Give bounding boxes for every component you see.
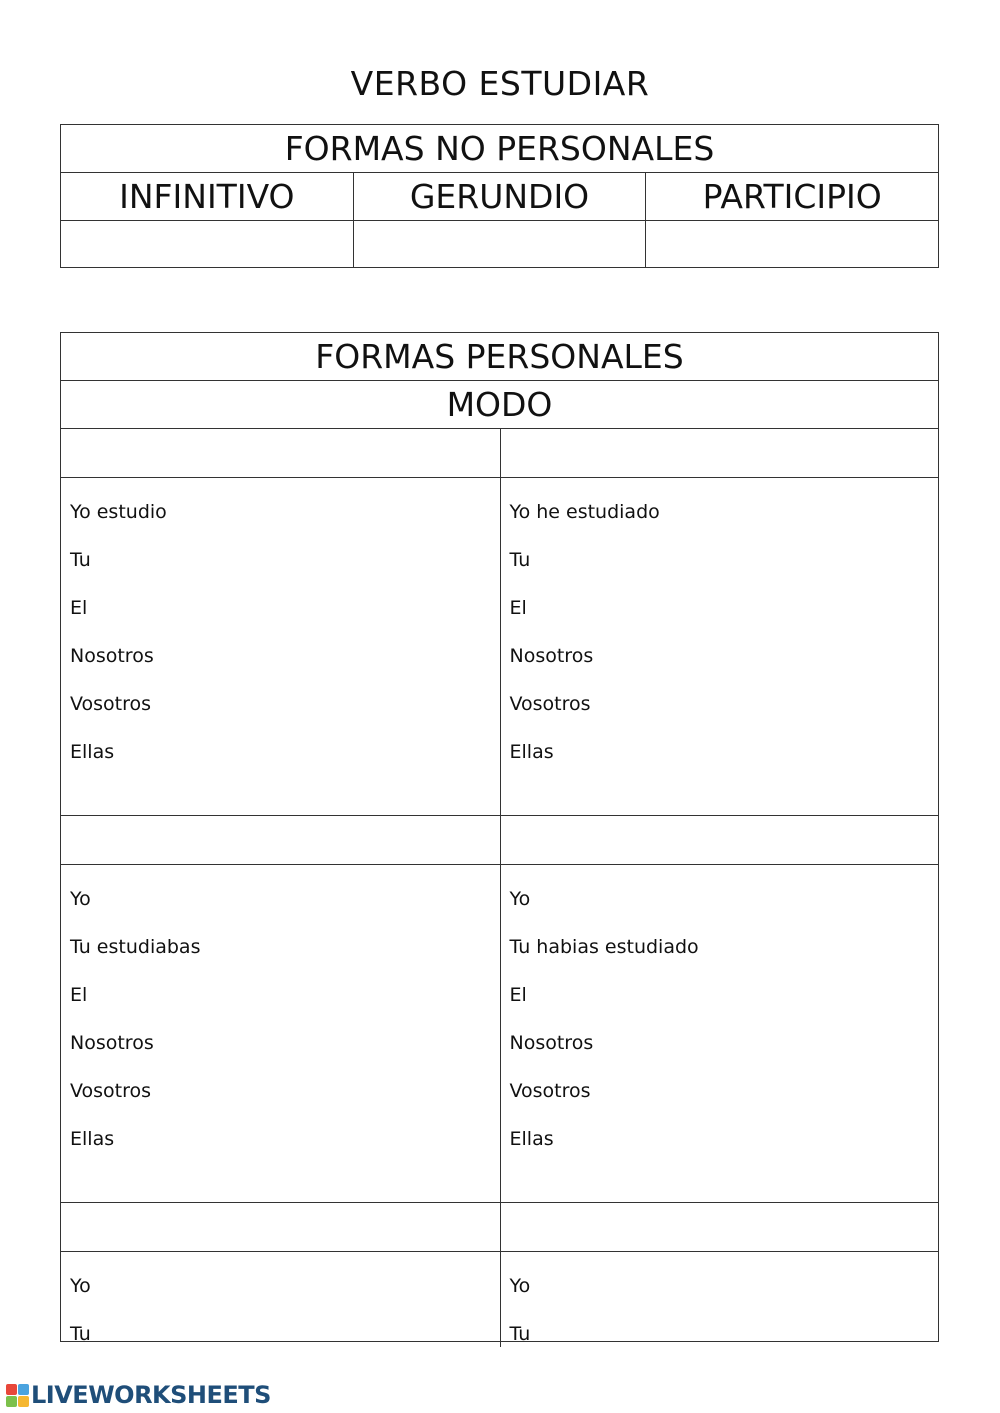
personal-forms-header: FORMAS PERSONALES (61, 333, 938, 381)
logo-square-red (6, 1384, 17, 1395)
conjugation-line: Tu (70, 1323, 91, 1345)
non-personal-forms-table (60, 124, 939, 268)
column-header-gerundio: GERUNDIO (353, 173, 646, 220)
logo-square-green (6, 1396, 17, 1407)
conjugation-line: Vosotros (509, 693, 591, 715)
gerundio-answer-cell[interactable] (353, 221, 646, 269)
logo-square-yellow (18, 1396, 29, 1407)
tense-name-cell-1-right[interactable] (500, 429, 939, 477)
personal-forms-table (60, 332, 939, 1345)
conjugation-line: Nosotros (70, 645, 154, 667)
conjugation-line: Yo (70, 1275, 91, 1297)
conjugation-row-1 (61, 478, 938, 816)
conjugation-line: Nosotros (70, 1032, 154, 1054)
tense-name-cell-2-right[interactable] (500, 816, 939, 864)
tense-name-cell-1-left[interactable] (61, 429, 500, 477)
liveworksheets-logo (6, 1380, 271, 1410)
non-personal-forms-answer-row (61, 221, 938, 269)
conjugation-line: Ellas (70, 741, 115, 763)
conjugation-line: Tu (509, 549, 531, 571)
non-personal-forms-header: FORMAS NO PERSONALES (61, 125, 938, 173)
conjugation-line: Tu habias estudiado (509, 936, 699, 958)
conjugation-line: Tu (70, 549, 91, 571)
participio-answer-cell[interactable] (645, 221, 938, 269)
tense-name-row-2 (61, 816, 938, 865)
conjugation-line: Ellas (509, 1128, 554, 1150)
conjugation-line: Tu estudiabas (70, 936, 201, 958)
tense-name-row-3 (61, 1203, 938, 1252)
infinitivo-answer-cell[interactable] (61, 221, 353, 269)
conjugation-row-3 (61, 1252, 938, 1347)
tense-name-row-1 (61, 429, 938, 478)
tense-name-cell-2-left[interactable] (61, 816, 500, 864)
conjugation-line: Yo estudio (70, 501, 167, 523)
conjugation-line: Vosotros (70, 1080, 152, 1102)
conjugation-line: Yo he estudiado (509, 501, 660, 523)
liveworksheets-logo-icon (6, 1384, 29, 1407)
conjugation-cell-1-right (500, 478, 939, 815)
conjugation-line: Nosotros (509, 645, 594, 667)
conjugation-row-2 (61, 865, 938, 1203)
conjugation-line: Nosotros (509, 1032, 594, 1054)
tense-name-cell-3-right[interactable] (500, 1203, 939, 1251)
conjugation-cell-1-left (61, 478, 500, 815)
conjugation-line: El (509, 597, 527, 619)
conjugation-line: Yo (509, 888, 531, 910)
conjugation-line: El (509, 984, 527, 1006)
conjugation-line: El (70, 984, 88, 1006)
conjugation-line: Yo (70, 888, 91, 910)
conjugation-line: Vosotros (509, 1080, 591, 1102)
column-header-infinitivo: INFINITIVO (119, 177, 295, 216)
column-header-participio: PARTICIPIO (645, 173, 938, 220)
conjugation-line: El (70, 597, 88, 619)
conjugation-line: Tu (509, 1323, 531, 1345)
conjugation-cell-2-right (500, 865, 939, 1202)
liveworksheets-wordmark: LIVEWORKSHEETS (31, 1381, 271, 1409)
conjugation-line: Vosotros (70, 693, 152, 715)
conjugation-line: Ellas (509, 741, 554, 763)
non-personal-forms-column-headers (61, 173, 938, 221)
page-title: VERBO ESTUDIAR (350, 64, 650, 103)
conjugation-cell-3-left (61, 1252, 500, 1347)
tense-name-cell-3-left[interactable] (61, 1203, 500, 1251)
mood-header: MODO (61, 381, 938, 429)
logo-square-blue (18, 1384, 29, 1395)
conjugation-cell-3-right (500, 1252, 939, 1347)
conjugation-line: Yo (509, 1275, 531, 1297)
conjugation-line: Ellas (70, 1128, 115, 1150)
conjugation-cell-2-left (61, 865, 500, 1202)
